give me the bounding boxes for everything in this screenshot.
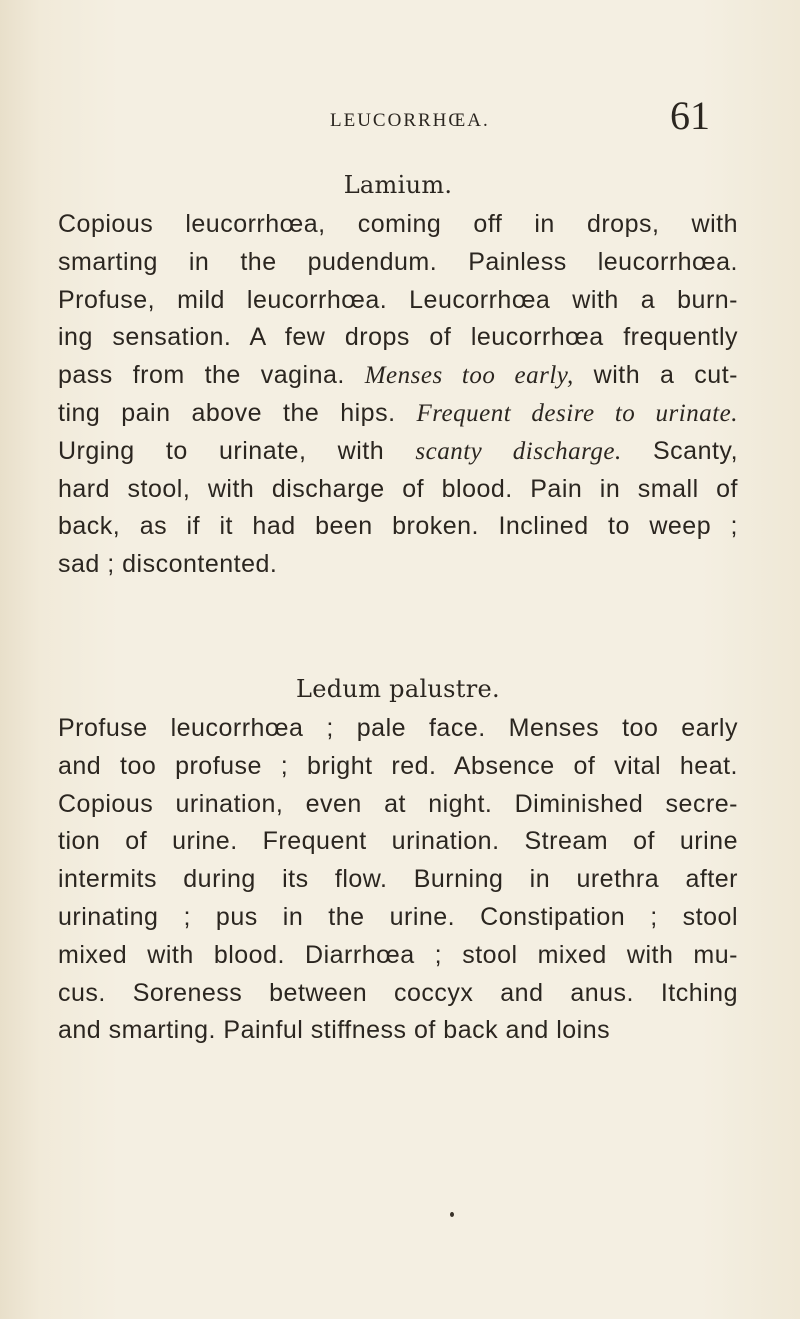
text-segment: ing sensation. A few drops of leucorrhœa frequently [58, 323, 738, 352]
ink-speck [450, 1212, 454, 1217]
text-segment: intermits during its flow. Burning in urethra after [58, 865, 738, 894]
running-title: LEUCORRHŒA. [330, 110, 490, 131]
text-line [58, 433, 738, 471]
text-segment: Profuse, mild leucorrhœa. Leucorrhœa with a burn- [58, 285, 738, 314]
text-segment: mixed with blood. Diarrhœa ; stool mixed with mu- [58, 940, 738, 969]
text-segment: Copious leucorrhœa, coming off in drops, with [58, 210, 738, 238]
text-segment: back, as if it had been broken. Inclined to weep ; [58, 512, 738, 541]
italic-segment: scanty discharge. [415, 437, 622, 465]
italic-segment: Frequent desire to urinate. [416, 399, 738, 427]
page-header [0, 88, 800, 138]
text-segment: ting pain above the hips. [58, 398, 417, 427]
text-line [58, 937, 738, 975]
italic-segment: Menses too early, [364, 362, 574, 390]
text-line [58, 244, 738, 282]
text-segment: Scanty, [621, 436, 739, 465]
text-line [58, 1012, 738, 1050]
text-segment: and smarting. Painful stiffness of back and loins [58, 1016, 611, 1045]
text-segment: smarting in the pudendum. Painless leucorrhœa. [58, 247, 738, 276]
text-line [58, 823, 738, 861]
text-line [58, 508, 738, 546]
text-line [58, 975, 738, 1013]
text-line [58, 710, 738, 748]
section-lamium [58, 170, 738, 584]
text-segment: cus. Soreness between coccyx and anus. Itching [58, 978, 738, 1007]
text-line [58, 395, 738, 433]
text-segment: and too profuse ; bright red. Absence of vital heat. [58, 751, 738, 780]
text-segment: sad ; discontented. [58, 550, 278, 579]
section-body [58, 710, 738, 1050]
text-segment: hard stool, with discharge of blood. Pain in small of [58, 474, 738, 503]
text-line [58, 546, 738, 584]
text-segment: tion of urine. Frequent urination. Stream of urine [58, 827, 738, 856]
text-line [58, 471, 738, 509]
text-line [58, 357, 738, 395]
text-segment: Copious urination, even at night. Diminished secre- [58, 789, 738, 818]
page-number: 61 [670, 93, 710, 138]
section-heading: Ledum palustre. [296, 675, 500, 703]
text-line [58, 282, 738, 320]
text-segment: with a cut- [573, 361, 738, 390]
text-segment: pass from the vagina. [58, 361, 365, 390]
section-ledum-palustre [58, 674, 738, 1050]
text-segment: urinating ; pus in the urine. Constipation ; stool [58, 902, 738, 931]
text-line [58, 748, 738, 786]
section-heading: Lamium. [343, 171, 453, 199]
text-line [58, 319, 738, 357]
text-line [58, 861, 738, 899]
text-line [58, 899, 738, 937]
section-body [58, 206, 738, 584]
text-line [58, 786, 738, 824]
text-segment: Urging to urinate, with [58, 436, 416, 465]
text-segment: Profuse leucorrhœa ; pale face. Menses too early [58, 714, 738, 742]
text-line [58, 206, 738, 244]
